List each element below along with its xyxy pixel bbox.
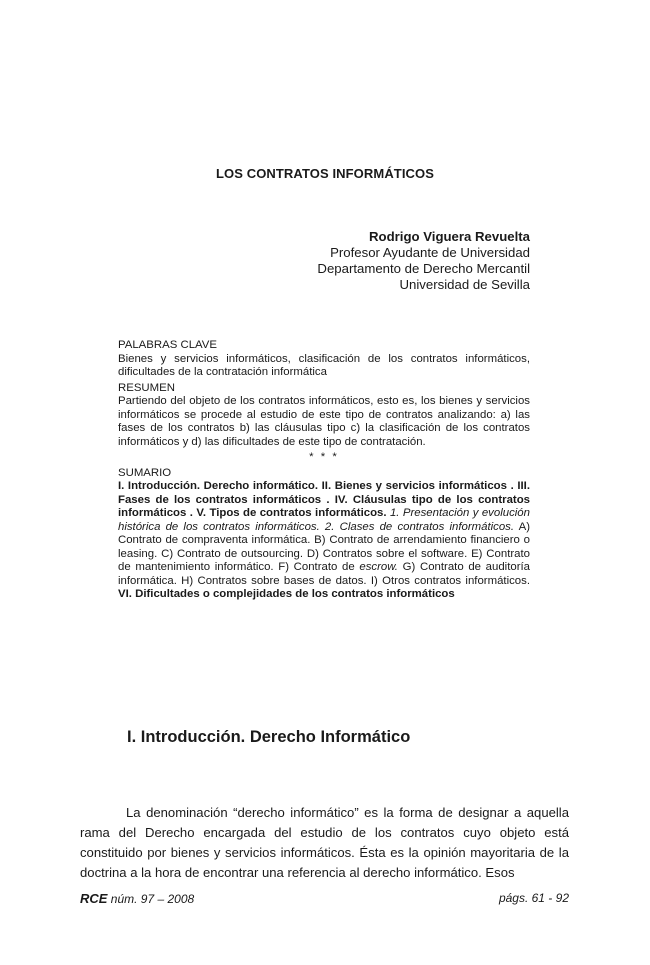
page-footer [80,891,569,906]
journal-abbrev: RCE [80,891,108,906]
sumario-text-1: A) Contrato de compraventa informática. B) Contrato de arrendamiento financiero o leasing. C) Contrato de outsourcing. D) Contratos sobre el software. E) Contrato de mantenimiento informático. F) Contrato de [118,520,530,573]
article-title: LOS CONTRATOS INFORMÁTICOS [215,166,435,181]
keywords-text: Bienes y servicios informáticos, clasificación de los contratos informáticos, dificultades de la contratación informática [118,352,530,378]
footer-journal [80,891,194,906]
journal-issue: núm. 97 – 2008 [110,892,195,906]
sumario-label: SUMARIO [118,466,172,479]
separator: * * * [309,451,339,463]
sumario-text [118,480,530,602]
sumario-text-2: G) Contrato de auditoría informática. H) Contratos sobre bases de datos. I) Otros contratos informáticos. [118,561,530,587]
footer-pages: págs. 61 - 92 [498,891,569,905]
author-university: Universidad de Sevilla [399,277,530,292]
body-paragraph: La denominación “derecho informático” es la forma de designar a aquella rama del Derecho encargada del estudio de los contratos cuyo objeto está constituido por bienes y servicios informáticos. Ésta es la opinión mayoritaria de la doctrina a la hora de encontrar una referencia al derecho informático. Esos [80,805,569,880]
author-name: Rodrigo Viguera Revuelta [369,229,530,244]
resumen-text: Partiendo del objeto de los contratos informáticos, esto es, los bienes y servicios informáticos se procede al estudio de este tipo de contratos analizando: a) las fases de los contratos b) las cláusulas tipo c) la clasificación de los contratos informáticos y d) las dificultades de este tipo de contratación. [118,395,530,448]
sumario-bold-2: VI. Dificultades o complejidades de los contratos informáticos [118,588,455,600]
section-heading: I. Introducción. Derecho Informático [127,728,411,746]
sumario-italic-2: escrow. [359,561,398,573]
keywords-label: PALABRAS CLAVE [118,339,217,351]
sumario-italic-1: 1. Presentación y evolución histórica de los contratos informáticos. 2. Clases de contratos informáticos. [118,507,530,533]
abstract-block [118,337,530,602]
author-position: Profesor Ayudante de Universidad [330,245,530,260]
author-department: Departamento de Derecho Mercantil [317,261,530,276]
resumen-label: RESUMEN [118,381,175,394]
author-block [317,229,530,293]
sumario-bold-1: I. Introducción. Derecho informático. II. Bienes y servicios informáticos . III. Fases de los contratos informáticos . IV. Cláusulas tipo de los contratos informáticos . V. Tipos de contratos informáticos. [118,480,530,519]
